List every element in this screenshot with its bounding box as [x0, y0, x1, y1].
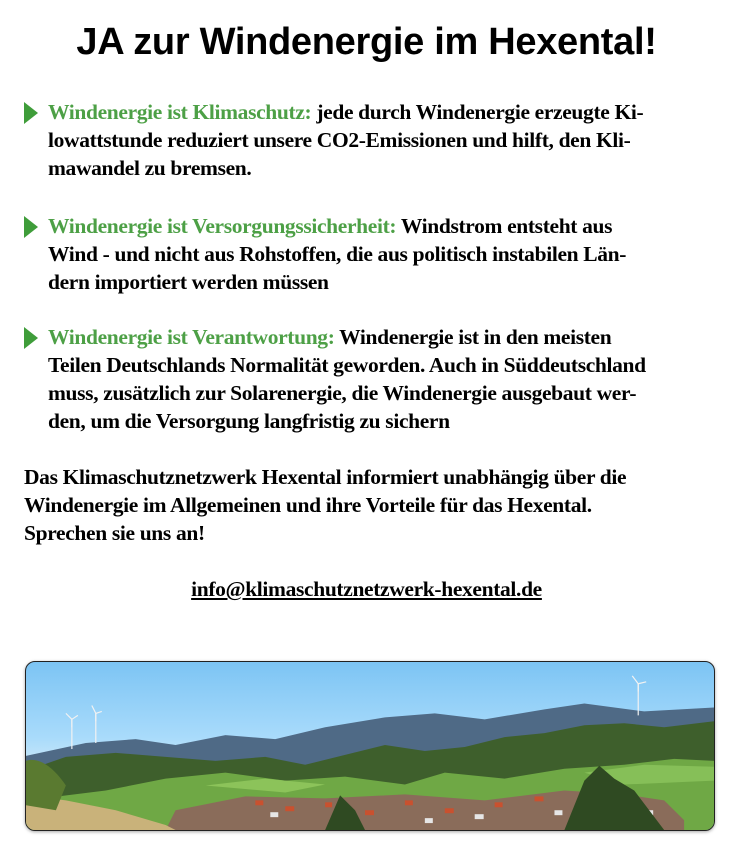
point-text: muss, zusätzlich zur Solarenergie, die Windenergie ausgebaut wer- — [48, 381, 637, 405]
point-klimaschutz — [24, 98, 714, 182]
point-text: Teilen Deutschlands Normalität geworden. Auch in Süddeutschland — [48, 353, 646, 377]
info-line: Sprechen sie uns an! — [24, 521, 205, 545]
point-verantwortung — [24, 323, 714, 435]
info-paragraph — [24, 463, 714, 547]
contact-email-link[interactable]: info@klimaschutznetzwerk-hexental.de — [191, 577, 542, 601]
point-text: lowattstunde reduziert unsere CO2-Emissionen und hilft, den Kli- — [48, 128, 631, 152]
point-text: dern importiert werden müssen — [48, 270, 329, 294]
point-lead: Windenergie ist Versorgungssicherheit: — [48, 214, 397, 238]
point-text: den, um die Versorgung langfristig zu sichern — [48, 409, 450, 433]
page-title: JA zur Windenergie im Hexental! — [76, 21, 657, 63]
bullet-triangle-icon — [24, 216, 38, 238]
point-versorgungssicherheit — [24, 212, 714, 296]
point-lead: Windenergie ist Verantwortung: — [48, 325, 335, 349]
point-text: mawandel zu bremsen. — [48, 156, 252, 180]
point-text: jede durch Windenergie erzeugte Ki- — [311, 100, 644, 124]
info-line: Windenergie im Allgemeinen und ihre Vorteile für das Hexental. — [24, 493, 592, 517]
landscape-illustration — [26, 662, 714, 830]
point-text: Windenergie ist in den meisten — [334, 325, 612, 349]
info-line: Das Klimaschutznetzwerk Hexental informiert unabhängig über die — [24, 465, 627, 489]
hexental-panorama-photo — [25, 661, 715, 831]
point-text: Windstrom entsteht aus — [396, 214, 613, 238]
point-lead: Windenergie ist Klimaschutz: — [48, 100, 312, 124]
point-text: Wind - und nicht aus Rohstoffen, die aus politisch instabilen Län- — [48, 242, 627, 266]
bullet-triangle-icon — [24, 102, 38, 124]
bullet-triangle-icon — [24, 327, 38, 349]
